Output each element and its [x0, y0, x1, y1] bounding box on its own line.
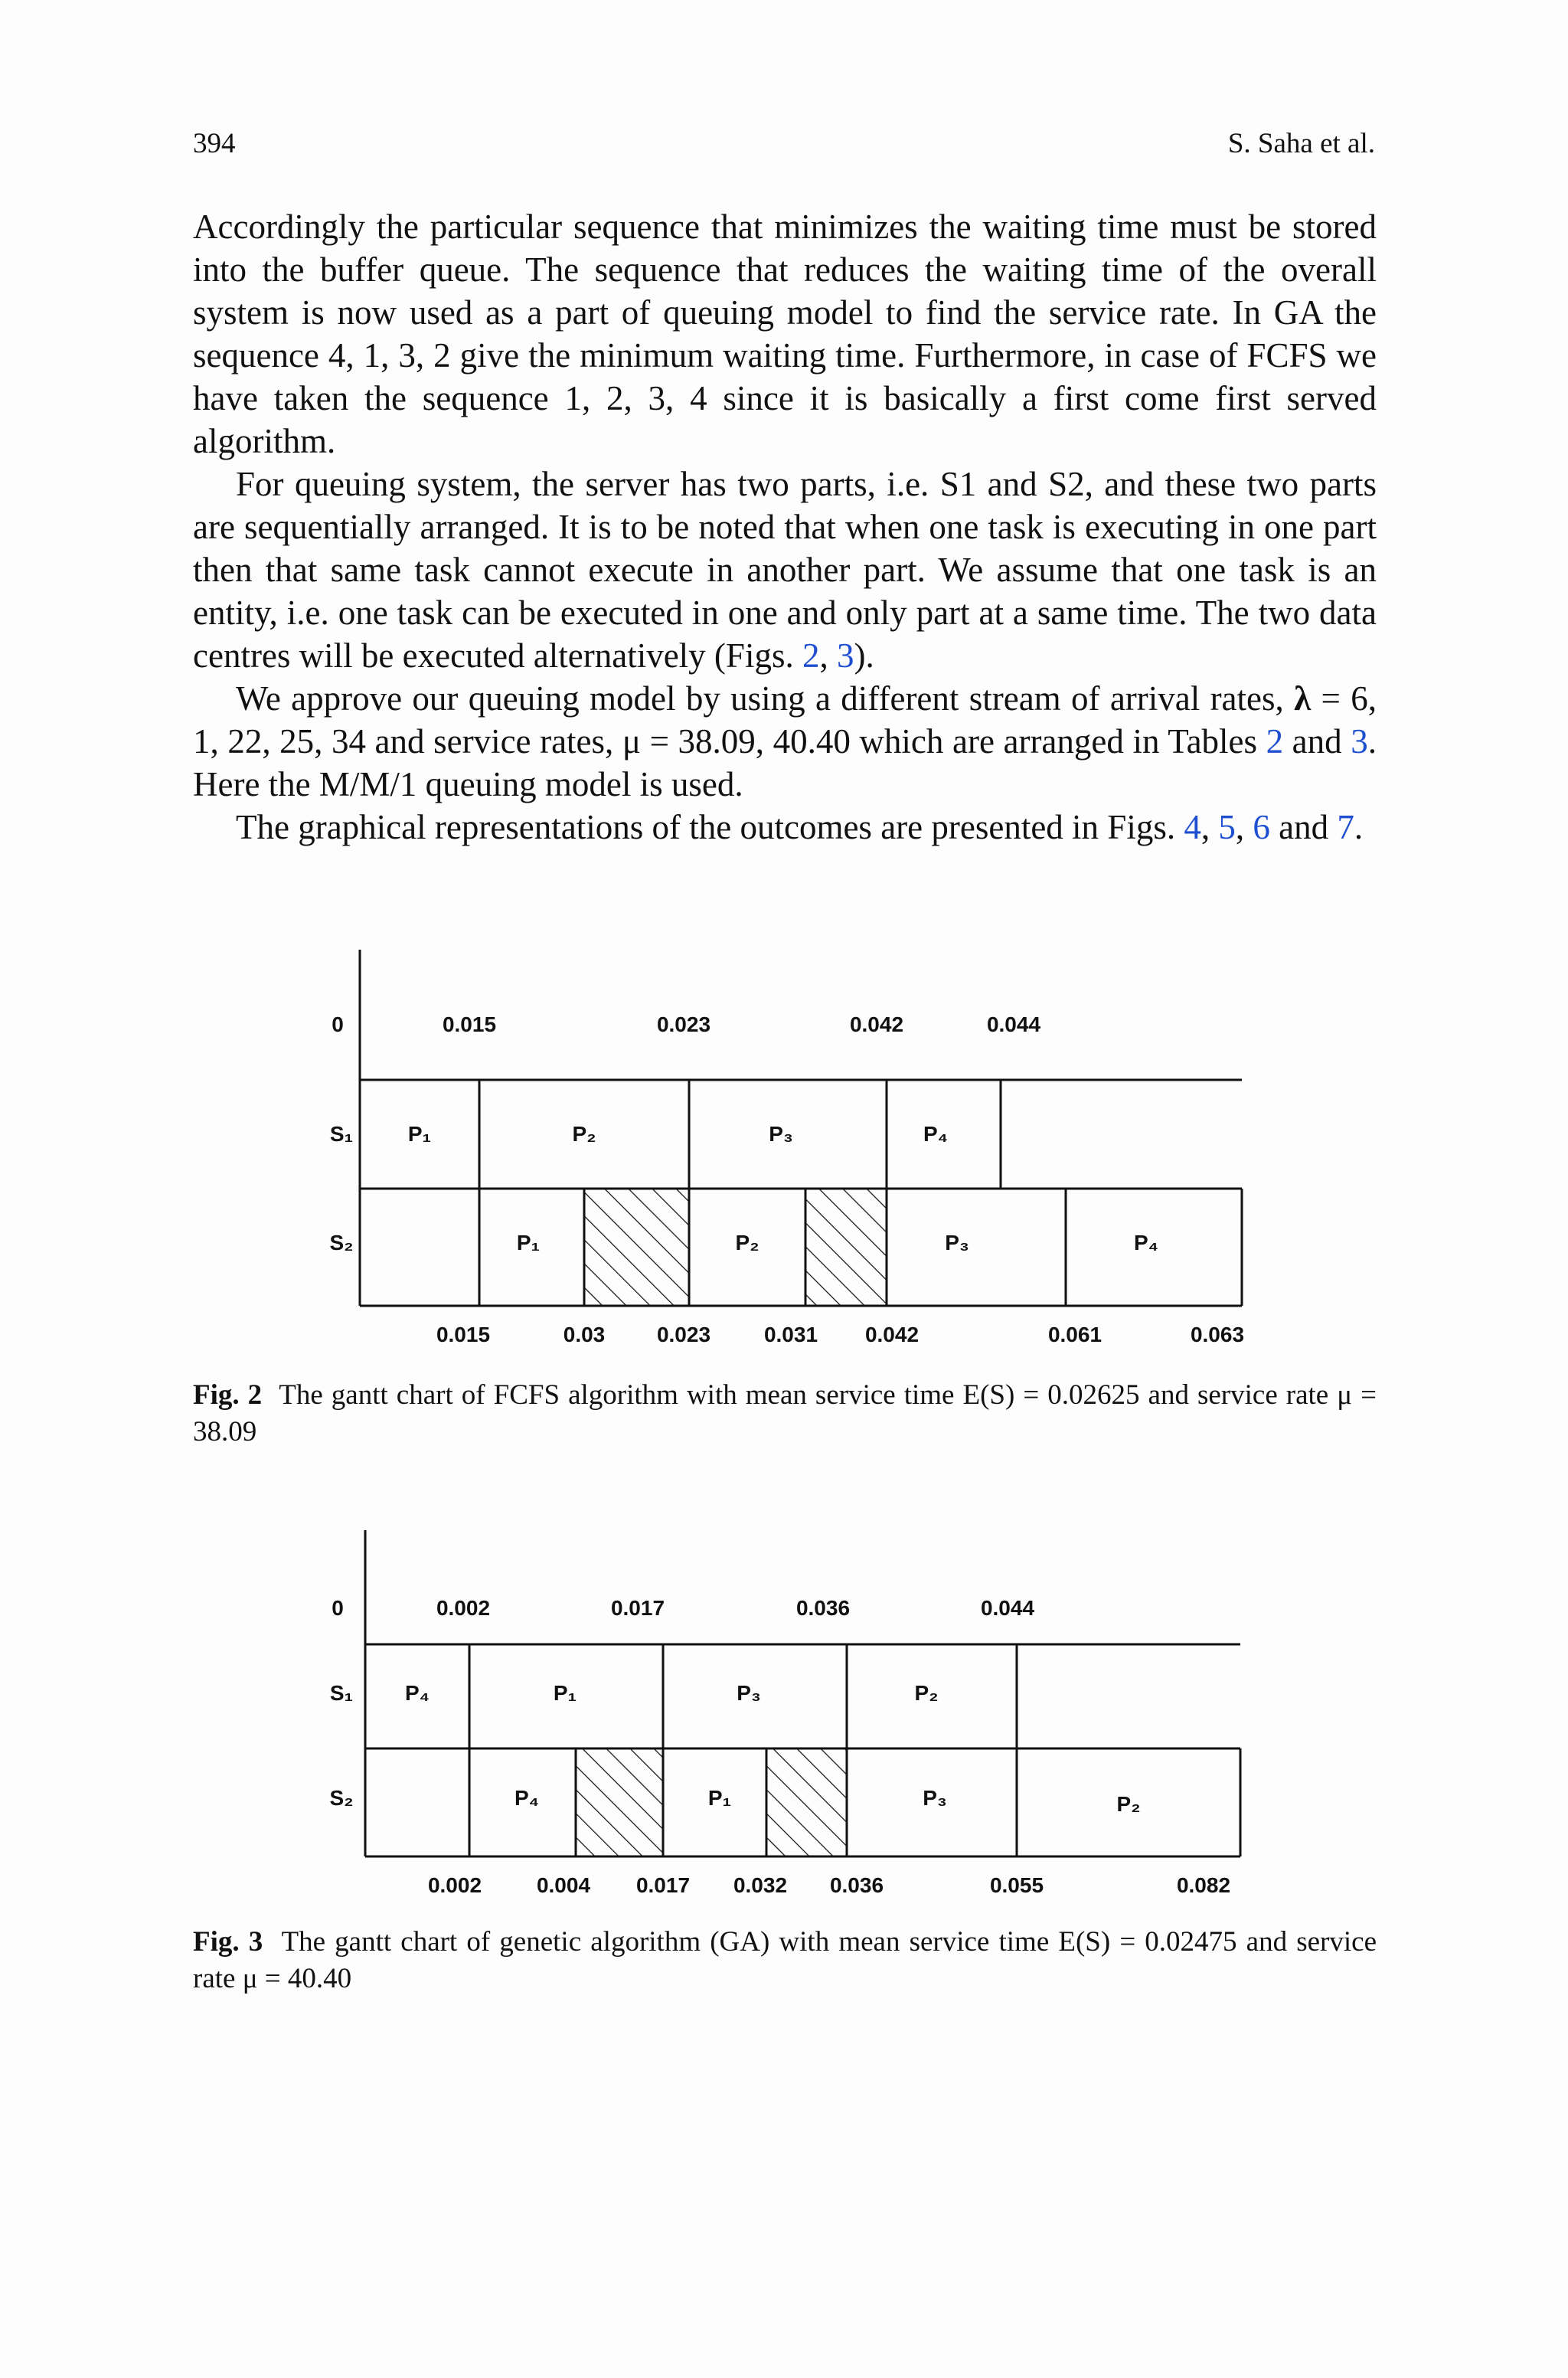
bottom-time-label: 0.063 [1190, 1323, 1245, 1346]
paragraph-2-text: For queuing system, the server has two parts, i.e. S1 and S2, and these two parts are sequentially arranged. It is to be noted that when one task is executing in one part then that same task cannot execute in another part. We assume that one task is an entity, i.e. one task can be executed in one and only part at a same time. The two data centres will be executed alternatively (Figs. [193, 465, 1377, 675]
origin-label: 0 [332, 1596, 344, 1620]
bottom-time-label: 0.017 [635, 1873, 691, 1897]
s1-task-label: P₄ [923, 1122, 949, 1146]
s1-task-label: P₂ [914, 1681, 939, 1705]
bottom-time-label: 0.023 [656, 1323, 711, 1346]
gantt-chart-ga [0, 1524, 1568, 1907]
paragraph-4-text: The graphical representations of the outcomes are presented in Figs. [236, 808, 1184, 846]
row-label-s1: S₁ [329, 1681, 354, 1705]
fig-2-link[interactable]: 2 [802, 636, 820, 675]
figure-3 [0, 1524, 1568, 1907]
gantt-chart-fcfs [0, 942, 1568, 1356]
fig-5-link[interactable]: 5 [1218, 808, 1236, 846]
fig-6-link[interactable]: 6 [1253, 808, 1270, 846]
idle-segment [805, 1189, 887, 1306]
table-3-link[interactable]: 3 [1351, 722, 1368, 761]
caption-label: Fig. 3 [193, 1926, 263, 1958]
running-author: S. Saha et al. [1227, 128, 1375, 159]
paragraph-4-end: . [1354, 808, 1364, 846]
bottom-time-label: 0.015 [436, 1323, 491, 1346]
bottom-time-label: 0.032 [733, 1873, 788, 1897]
s2-task-label: P₂ [735, 1231, 760, 1254]
figure-3-caption [193, 1924, 1377, 1997]
caption-text: The gantt chart of FCFS algorithm with mean service time E(S) = 0.02625 and service rate μ = 38.09 [193, 1379, 1377, 1447]
idle-segment [576, 1748, 663, 1856]
fig-3-link[interactable]: 3 [836, 636, 854, 675]
bottom-time-label: 0.061 [1047, 1323, 1102, 1346]
separator: and [1269, 808, 1338, 846]
lambda-symbol: λ [1294, 679, 1312, 718]
s1-task-label: P₂ [572, 1122, 596, 1146]
row-label-s2: S₂ [329, 1231, 354, 1254]
top-time-label: 0.002 [436, 1596, 491, 1620]
bottom-time-label: 0.002 [427, 1873, 482, 1897]
top-time-label: 0.017 [610, 1596, 665, 1620]
separator: , [819, 636, 837, 675]
caption-label: Fig. 2 [193, 1379, 263, 1411]
s2-task-label: P₂ [1116, 1792, 1141, 1816]
paragraph-3-text: We approve our queuing model by using a different stream of arrival rates, [236, 679, 1295, 718]
top-time-label: 0.044 [980, 1596, 1035, 1620]
s2-task-label: P₃ [923, 1786, 947, 1810]
separator: , [1200, 808, 1219, 846]
caption-text: The gantt chart of genetic algorithm (GA) with mean service time E(S) = 0.02475 and service rate μ = 40.40 [193, 1926, 1377, 1994]
paragraph-3-mid: = 6, 1, 22, 25, 34 and service rates, μ = 38.09, 40.40 which are arranged in Tables [193, 679, 1377, 761]
idle-segment [766, 1748, 847, 1856]
origin-label: 0 [332, 1012, 344, 1036]
s2-task-label: P₄ [1133, 1231, 1159, 1254]
paragraph-4 [193, 806, 1377, 849]
separator: , [1235, 808, 1253, 846]
body-text [193, 205, 1377, 849]
s2-task-label: P₄ [514, 1786, 540, 1810]
paragraph-1: Accordingly the particular sequence that minimizes the waiting time must be stored into the buffer queue. The sequence that reduces the waiting time of the overall system is now used as a part of queuing model to find the service rate. In GA the sequence 4, 1, 3, 2 give the minimum waiting time. Furthermore, in case of FCFS we have taken the sequence 1, 2, 3, 4 since it is basically a first come first served algorithm. [193, 208, 1377, 460]
s1-task-label: P₄ [404, 1681, 430, 1705]
bottom-time-label: 0.082 [1176, 1873, 1231, 1897]
page-number: 394 [193, 128, 236, 159]
bottom-time-label: 0.031 [763, 1323, 818, 1346]
paragraph-3-end: . Here the M/M/1 queuing model is used. [193, 722, 1377, 803]
top-time-label: 0.015 [442, 1012, 497, 1036]
figure-2 [0, 942, 1568, 1356]
fig-7-link[interactable]: 7 [1337, 808, 1354, 846]
s2-task-label: P₁ [516, 1231, 541, 1254]
s2-task-label: P₁ [707, 1786, 732, 1810]
paragraph-3 [193, 677, 1377, 806]
paragraph-2 [193, 463, 1377, 677]
top-time-label: 0.044 [986, 1012, 1041, 1036]
top-time-label: 0.036 [795, 1596, 851, 1620]
bottom-time-label: 0.036 [829, 1873, 884, 1897]
top-time-label: 0.042 [849, 1012, 904, 1036]
table-2-link[interactable]: 2 [1266, 722, 1284, 761]
top-time-label: 0.023 [656, 1012, 711, 1036]
s1-task-label: P₃ [737, 1681, 761, 1705]
bottom-time-label: 0.042 [864, 1323, 920, 1346]
fig-4-link[interactable]: 4 [1184, 808, 1201, 846]
figure-2-caption [193, 1377, 1377, 1451]
s1-task-label: P₁ [407, 1122, 432, 1146]
s2-task-label: P₃ [945, 1231, 969, 1254]
bottom-time-label: 0.055 [989, 1873, 1044, 1897]
s1-task-label: P₃ [769, 1122, 793, 1146]
row-label-s1: S₁ [329, 1122, 354, 1146]
s1-task-label: P₁ [553, 1681, 577, 1705]
running-head [193, 127, 1375, 165]
idle-segment [584, 1189, 689, 1306]
row-label-s2: S₂ [329, 1786, 354, 1810]
paragraph-2-end: ). [854, 636, 874, 675]
bottom-time-label: 0.004 [536, 1873, 591, 1897]
separator: and [1283, 722, 1351, 761]
bottom-time-label: 0.03 [563, 1323, 606, 1346]
